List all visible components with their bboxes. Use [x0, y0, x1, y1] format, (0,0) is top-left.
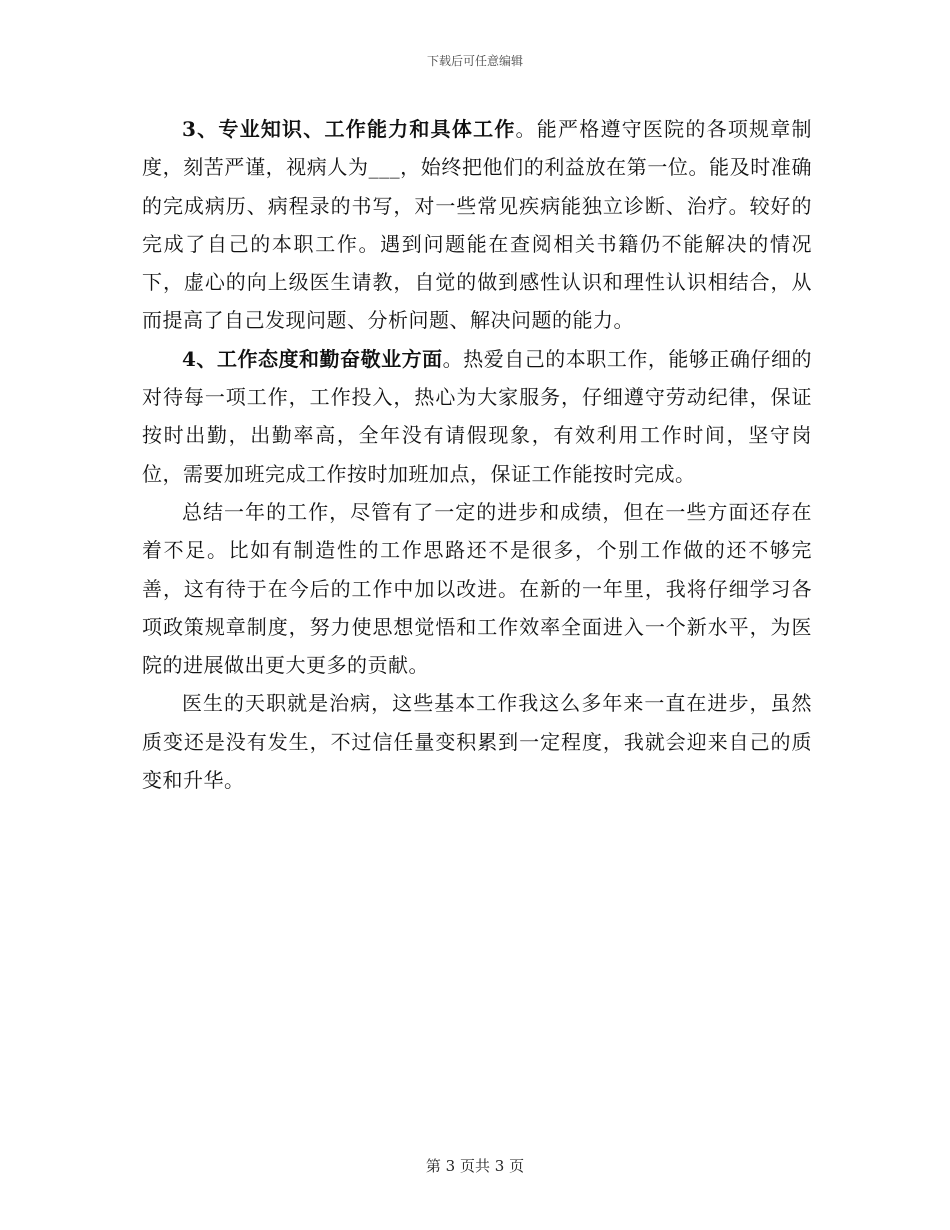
paragraph-text: 。能严格遵守医院的各项规章制度，刻苦严谨，视病人为___，始终把他们的利益放在第一位。能及时准确的完成病历、病程录的书写，对一些常见疾病能独立诊断、治疗。较好的完成了自己的本职工作。遇到问题能在查阅相关书籍仍不能解决的情况下，虚心的向上级医生请教，自觉的做到感性认识和理性认识相结合，从而提高了自己发现问题、分析问题、解决问题的能力。	[142, 117, 812, 333]
paragraph-conclusion	[142, 684, 812, 799]
paragraph-heading: 4、工作态度和勤奋敬业方面	[182, 346, 443, 371]
document-body	[142, 110, 812, 799]
page-header: 下载后可任意编辑	[426, 54, 523, 68]
paragraph-text: 总结一年的工作，尽管有了一定的进步和成绩，但在一些方面还存在着不足。比如有制造性的工作思路还不是很多，个别工作做的还不够完善，这有待于在今后的工作中加以改进。在新的一年里，我将仔细学习各项政策规章制度，努力使思想觉悟和工作效率全面进入一个新水平，为医院的进展做出更大更多的贡献。	[142, 499, 812, 678]
paragraph-professional-skills	[142, 110, 812, 340]
page-footer: 第 3 页共 3 页	[425, 1157, 525, 1175]
paragraph-summary	[142, 493, 812, 684]
paragraph-text: 。热爱自己的本职工作，能够正确仔细的对待每一项工作，工作投入，热心为大家服务，仔细遵守劳动纪律，保证按时出勤，出勤率高，全年没有请假现象，有效利用工作时间，坚守岗位，需要加班完成工作按时加班加点，保证工作能按时完成。	[142, 346, 812, 486]
paragraph-heading: 3、专业知识、工作能力和具体工作	[182, 117, 516, 141]
paragraph-work-attitude	[142, 340, 812, 493]
paragraph-text: 医生的天职就是治病，这些基本工作我这么多年来一直在进步，虽然质变还是没有发生，不过信任量变积累到一定程度，我就会迎来自己的质变和升华。	[142, 691, 812, 793]
